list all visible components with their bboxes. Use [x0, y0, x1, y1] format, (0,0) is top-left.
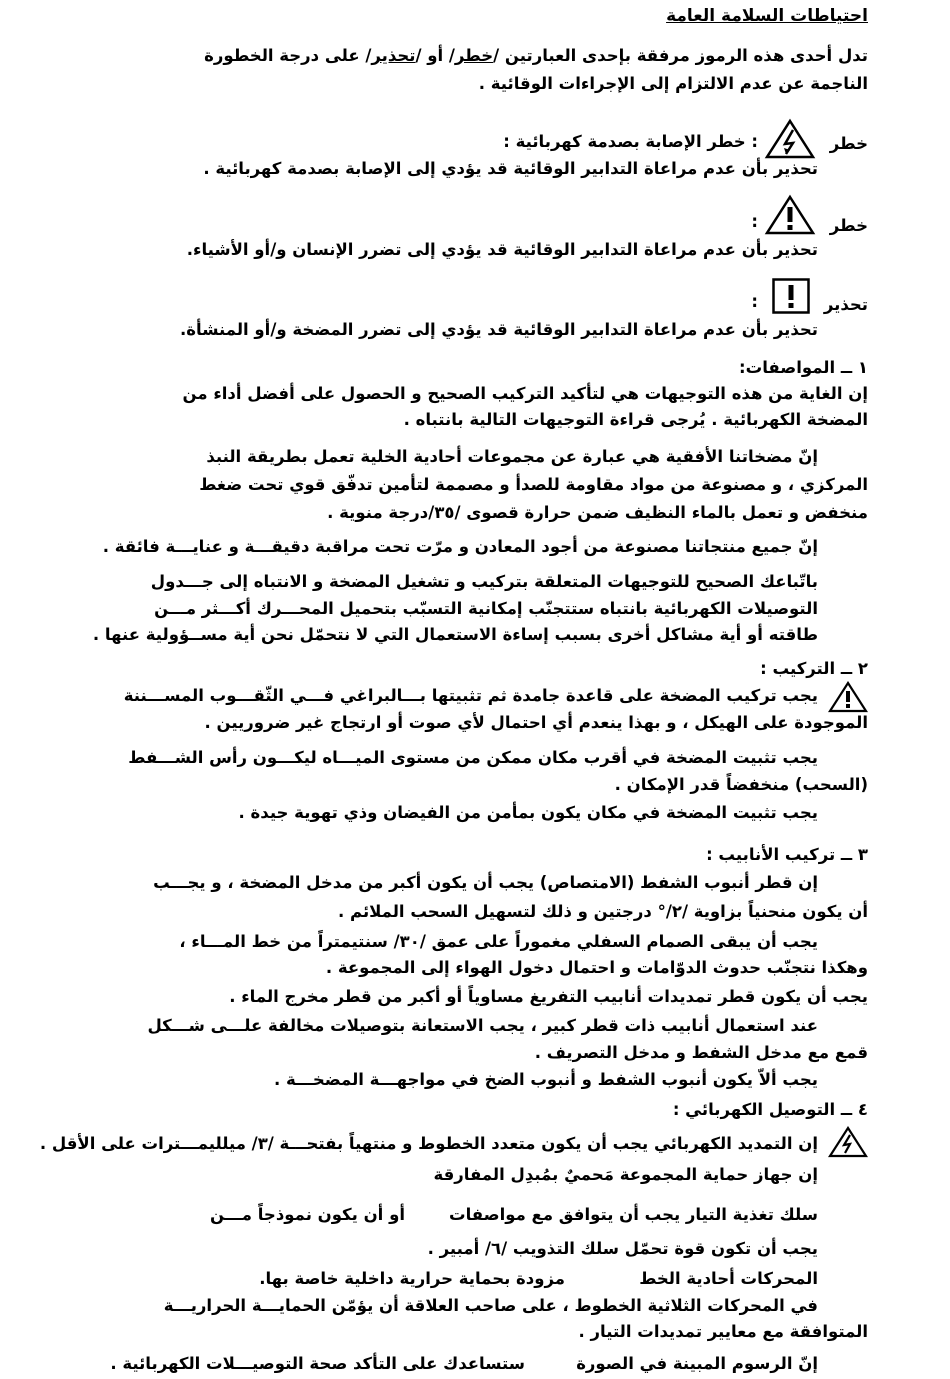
section-4-line: يجب أن تكون قوة تحمّل سلك التذويب /٦/ أمبير . [427, 1239, 818, 1258]
exclamation-triangle-icon [764, 194, 816, 236]
section-3-heading: ٣ ــ تركيب الأنابيب : [706, 845, 868, 864]
section-1-line: إنّ مضخاتنا الأفقية هي عبارة عن مجموعات أحادية الخلية تعمل بطريقة النبذ [206, 447, 818, 466]
section-3-line: أن يكون منحنياً بزاوية /٢/° درجتين و ذلك لتسهيل السحب الملائم . [338, 902, 868, 921]
symbol-heading-warning: : [751, 292, 758, 311]
section-1-heading: ١ ــ المواصفات: [739, 358, 868, 377]
section-4-line: في المحركات الثلاثية الخطوط ، على صاحب العلاقة أن يؤمّن الحمايـــة الحراريـــة [163, 1296, 818, 1315]
section-2-line: (السحب) منخفضاً قدر الإمكان . [614, 775, 868, 794]
section-4-line: أو أن يكون نموذجاً مـــن [210, 1205, 405, 1224]
section-1-line: باتّباعك الصحيح للتوجيهات المتعلقة بتركيب و تشغيل المضخة و الانتباه إلى جـــدول [150, 572, 818, 591]
section-4-heading: ٤ ــ التوصيل الكهربائي : [672, 1100, 868, 1119]
symbol-label-warning: تحذير [823, 295, 868, 314]
electric-hazard-icon [764, 118, 816, 160]
section-2-line: يجب تثبيت المضخة في مكان يكون بمأمن من الفيضان وذي تهوية جيدة . [238, 803, 818, 822]
section-3-line: يجب أن يبقى الصمام السفلي مغموراً على عمق /٣٠/ سنتيمتراً من خط المـــاء ، [179, 932, 818, 951]
section-2-line: الموجودة على الهيكل ، و بهذا ينعدم أي احتمال لأي صوت أو ارتجاج غير ضروريين . [204, 713, 868, 732]
section-4-line: إن جهاز حماية المجموعة مَحميٌ بمُبدِل المفارقة [433, 1165, 818, 1184]
section-3-line: يجب ألاّ يكون أنبوب الشفط و أنبوب الضخ في مواجهـــة المضخـــة . [273, 1070, 818, 1089]
section-4-line: سلك تغذية التيار يجب أن يتوافق مع مواصفات [449, 1205, 818, 1224]
section-1-line: المضخة الكهربائية . يُرجى قراءة التوجيهات التالية بانتباه . [403, 410, 868, 429]
section-2-heading: ٢ ــ التركيب : [760, 659, 868, 678]
exclamation-triangle-icon [828, 681, 868, 713]
intro-line-1: تدل أحدى هذه الرموز مرفقة بإحدى العبارتين /خطر/ أو /تحذير/ على درجة الخطورة [204, 46, 868, 65]
section-3-line: وهكذا نتجنّب حدوث الدوّامات و احتمال دخول الهواء إلى المجموعة . [325, 958, 868, 977]
exclamation-box-icon [772, 278, 810, 314]
section-4-line: إنّ الرسوم المبينة في الصورة [576, 1354, 818, 1373]
section-1-line: منخفض و تعمل بالماء النظيف ضمن حرارة قصوى /٣٥/درجة منوية . [327, 503, 868, 522]
section-3-line: يجب أن يكون قطر تمديدات أنابيب التفريغ مساوياً أو أكبر من قطر مخرج الماء . [229, 987, 868, 1006]
section-3-line: إن قطر أنبوب الشفط (الامتصاص) يجب أن يكون أكبر من مدخل المضخة ، و يجـــب [153, 873, 818, 892]
page-title: احتياطات السلامة العامة [666, 6, 868, 26]
electric-hazard-icon [828, 1126, 868, 1158]
symbol-label-danger-electric: خطر [829, 134, 868, 153]
danger-word: خطر [454, 46, 494, 65]
symbol-heading-general: : [751, 212, 758, 231]
intro-line-2: الناجمة عن عدم الالتزام إلى الإجراءات الوقائية . [478, 74, 868, 93]
section-1-line: المركزي ، و مصنوعة من مواد مقاومة للصدأ و مصممة لتأمين تدفّق قوي تحت ضغط [199, 475, 868, 494]
section-4-line: المحركات أحادية الخط [639, 1269, 818, 1288]
section-3-line: عند استعمال أنابيب ذات قطر كبير ، يجب الاستعانة بتوصيلات مخالفة علـــى شـــكل [147, 1016, 818, 1035]
symbol-text-general: تحذير بأن عدم مراعاة التدابير الوقائية قد يؤدي إلى تضرر الإنسان و/أو الأشياء. [186, 240, 818, 259]
section-1-line: إن الغاية من هذه التوجيهات هي لتأكيد التركيب الصحيح و الحصول على أفضل أداء من [182, 384, 868, 403]
section-4-line: إن التمديد الكهربائي يجب أن يكون متعدد الخطوط و منتهياً بفتحـــة /٣/ ميلليمـــترات على الأقل . [39, 1134, 818, 1153]
section-4-line: مزودة بحماية حرارية داخلية خاصة بها. [259, 1269, 565, 1288]
section-1-line: التوصيلات الكهربائية بانتباه ستتجنّب إمكانية التسبّب بتحميل المحـــرك أكـــثر مـــن [154, 599, 818, 618]
section-4-line: المتوافقة مع معايير تمديدات التيار . [578, 1322, 868, 1341]
warning-word: تحذير [371, 46, 416, 65]
symbol-label-danger-general: خطر [829, 216, 868, 235]
section-2-line: يجب تثبيت المضخة في أقرب مكان ممكن من مستوى الميـــاه ليكـــون رأس الشـــفط [128, 748, 818, 767]
section-2-line: يجب تركيب المضخة على قاعدة جامدة ثم تثبيتها بـــالبراغي فـــي الثّقـــوب المســـننة [123, 686, 818, 705]
section-1-line: إنّ جميع منتجاتنا مصنوعة من أجود المعادن و مرّت تحت مراقبة دقيقـــة و عنايـــة فائقة . [102, 537, 818, 556]
section-3-line: قمع مع مدخل الشفط و مدخل التصريف . [534, 1043, 868, 1062]
symbol-text-warning: تحذير بأن عدم مراعاة التدابير الوقائية قد يؤدي إلى تضرر المضخة و/أو المنشأة. [180, 320, 818, 339]
section-4-line: ستساعدك على التأكد صحة التوصيـــلات الكهربائية . [110, 1354, 525, 1373]
symbol-heading-electric: : خطر الإصابة بصدمة كهربائية : [503, 132, 758, 151]
symbol-text-electric: تحذير بأن عدم مراعاة التدابير الوقائية قد يؤدي إلى الإصابة بصدمة كهربائية . [203, 159, 818, 178]
section-1-line: طاقته أو أية مشاكل أخرى بسبب إساءة الاستعمال التي لا نتحمّل نحن أية مســؤولية عنها . [92, 625, 818, 644]
